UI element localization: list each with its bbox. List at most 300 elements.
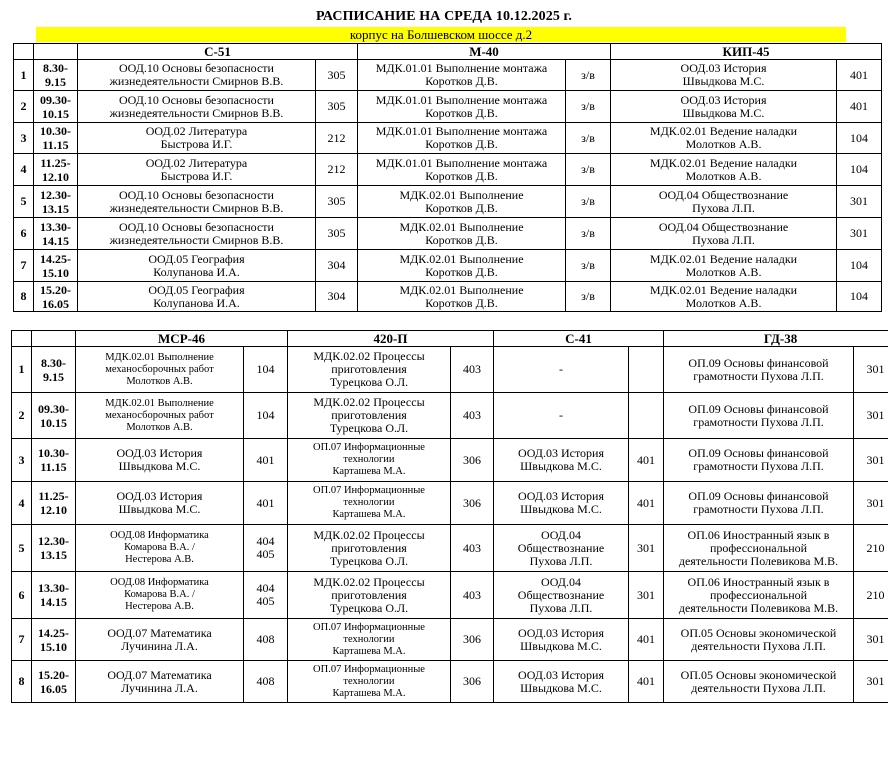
room-cell [566,154,611,186]
subject-text: МДК.02.01 Выполнение механосборочных работ Молотков А.В. [105,397,214,433]
lesson-time-text: 8.30- 9.15 [41,355,66,384]
lesson-time [34,186,78,218]
lesson-number: 6 [12,572,32,619]
room-cell [629,347,664,393]
subject-cell [358,154,566,186]
lesson-time [34,282,78,312]
subject-cell [611,282,837,312]
room-text: 210 [866,540,885,555]
room-cell [629,439,664,482]
room-cell [451,439,494,482]
room-text: 401 [637,452,656,467]
lesson-time [32,525,76,572]
lesson-row [12,482,888,525]
room-text: 301 [637,540,656,555]
subject-cell [611,123,837,154]
room-text: 301 [866,674,885,688]
subject-cell [611,60,837,91]
room-cell [566,250,611,282]
room-cell [451,393,494,439]
room-text: 306 [463,674,481,688]
lesson-number: 5 [14,186,34,218]
subject-text: ОП.07 Информационные технологии Карташева М.А. [313,485,425,520]
group-header: С-51 [78,44,358,60]
room-text: 408 [256,674,275,688]
room-text: 408 [256,632,275,646]
subject-text: ООД.10 Основы безопасности жизнедеятельности Смирнов В.В. [109,187,284,215]
subject-text: МДК.02.01 Выполнение Коротков Д.В. [399,282,524,310]
room-cell [566,282,611,312]
subject-text: ООД.03 История Швыдкова М.С. [680,61,767,88]
subject-text: МДК.02.01 Ведение наладки Молотков А.В. [649,282,798,310]
room-text: 306 [463,452,481,467]
room-text: з/в [581,99,595,113]
lesson-time-text: 12.30- 13.15 [40,187,71,216]
room-cell [629,572,664,619]
subject-text: МДК.02.01 Выполнение механосборочных работ Молотков А.В. [105,351,214,387]
room-text: 210 [866,587,885,602]
subject-text: МДК.02.02 Процессы приготовления Турецкова О.Л. [313,527,425,568]
subject-text: ООД.02 Литература Быстрова И.Г. [145,155,248,183]
room-text: з/в [581,67,595,82]
subject-cell [78,123,316,154]
subject-text: МДК.02.01 Выполнение Коротков Д.В. [399,219,524,247]
subject-text: МДК.01.01 Выполнение монтажа Коротков Д.В. [375,61,548,88]
room-cell [244,661,288,703]
subject-cell [78,186,316,218]
subject-cell [664,347,854,393]
lesson-row [12,619,888,661]
lesson-number: 7 [12,619,32,661]
room-text: 301 [850,226,869,240]
subject-cell [611,186,837,218]
lesson-time-text: 15.20- 16.05 [40,282,71,311]
subject-text: ООД.03 История Швыдкова М.С. [116,446,203,473]
lesson-row [12,572,888,619]
subject-text: ОП.09 Основы финансовой грамотности Пухова Л.П. [688,401,829,429]
subject-text: ОП.05 Основы экономической деятельности Пухова Л.П. [680,667,837,695]
room-cell [837,60,882,91]
lesson-time [34,60,78,91]
lesson-time-text: 13.30- 14.15 [38,581,69,609]
schedule-table-bottom [11,330,888,703]
room-cell [854,525,888,572]
room-text: 301 [850,194,869,208]
subject-cell [288,393,451,439]
room-cell [837,218,882,250]
subject-cell [78,154,316,186]
lesson-row [12,393,888,439]
subject-text: ОП.07 Информационные технологии Карташева М.А. [313,621,425,657]
room-text: 301 [637,587,656,602]
room-text: 304 [327,258,346,272]
room-text: 104 [850,162,869,176]
room-cell [244,482,288,525]
subject-text: ООД.07 Математика Лучинина Л.А. [107,667,212,695]
subject-text: МДК.02.01 Ведение наладки Молотков А.В. [649,124,798,151]
subject-cell [664,393,854,439]
lesson-time [34,123,78,154]
subject-text: МДК.02.01 Выполнение Коротков Д.В. [399,251,524,279]
lesson-time [32,439,76,482]
room-text: 212 [327,130,346,145]
page-title: РАСПИСАНИЕ НА СРЕДА 10.12.2025 г. [315,9,573,24]
lesson-number: 2 [12,393,32,439]
room-cell [837,186,882,218]
num-header [12,331,32,347]
room-cell [854,393,888,439]
room-cell [451,482,494,525]
subject-cell [288,619,451,661]
lesson-time-text: 12.30- 13.15 [38,534,69,562]
room-cell [837,250,882,282]
group-header: 420-П [288,331,494,347]
lesson-time-text: 8.30- 9.15 [43,61,68,89]
room-text: 301 [866,362,885,376]
lesson-time-text: 10.30- 11.15 [38,446,69,474]
subject-text: ОП.09 Основы финансовой грамотности Пухова Л.П. [688,355,829,383]
subject-cell [288,347,451,393]
lesson-time [34,218,78,250]
subject-text: - [559,362,564,376]
room-cell [566,91,611,123]
subject-text: ООД.08 Информатика Комарова В.А. / Нестерова А.В. [110,530,209,565]
room-text: 305 [327,99,346,113]
subject-cell [76,482,244,525]
lesson-time-text: 11.25- 12.10 [38,489,69,517]
subject-text: ОП.09 Основы финансовой грамотности Пухова Л.П. [688,489,829,516]
room-cell [854,661,888,703]
lesson-number: 2 [14,91,34,123]
subject-cell [76,661,244,703]
subject-text: ООД.07 Математика Лучинина Л.А. [107,625,212,653]
room-cell [451,525,494,572]
lesson-row [14,91,882,123]
subject-cell [611,218,837,250]
subject-text: ООД.03 История Швыдкова М.С. [518,625,604,653]
room-text: 301 [866,408,885,422]
lesson-time [34,154,78,186]
room-text: з/в [581,226,595,240]
subject-cell [494,619,629,661]
room-cell [316,91,358,123]
room-text: 301 [866,495,885,510]
lesson-number: 4 [12,482,32,525]
subject-text: ООД.04 Обществознание Пухова Л.П. [517,527,605,568]
room-cell [837,123,882,154]
schedule-table-top [13,43,882,312]
subject-cell [76,619,244,661]
lesson-time [32,619,76,661]
lesson-row [12,347,888,393]
subject-cell [358,186,566,218]
subject-text: МДК.02.01 Ведение наладки Молотков А.В. [649,251,798,279]
subject-cell [494,572,629,619]
subject-cell [611,154,837,186]
room-cell [244,619,288,661]
lesson-row [14,186,882,218]
subject-text: ООД.10 Основы безопасности жизнедеятельности Смирнов В.В. [109,92,284,120]
room-text: 401 [637,674,656,688]
subject-cell [358,250,566,282]
room-cell [837,91,882,123]
room-cell [629,525,664,572]
subject-cell [76,525,244,572]
lesson-time-text: 13.30- 14.15 [40,219,71,248]
subject-text: МДК.01.01 Выполнение монтажа Коротков Д.В. [375,155,548,183]
room-text: 401 [850,99,869,113]
room-text: 403 [463,540,481,555]
lesson-time-text: 14.25- 15.10 [38,625,69,654]
subject-cell [494,661,629,703]
lesson-number: 3 [12,439,32,482]
room-cell [316,154,358,186]
subject-cell [78,91,316,123]
room-text: 404 405 [256,534,275,561]
room-cell [629,619,664,661]
lesson-time [34,91,78,123]
group-header: М-40 [358,44,611,60]
room-text: з/в [581,194,595,208]
room-cell [316,60,358,91]
room-cell [837,154,882,186]
subject-cell [664,572,854,619]
subject-text: ООД.03 История Швыдкова М.С. [518,489,604,516]
room-cell [854,482,888,525]
subject-cell [494,439,629,482]
subject-cell [358,91,566,123]
room-cell [854,572,888,619]
group-header: МСР-46 [76,331,288,347]
room-text: 305 [327,67,346,82]
room-cell [451,661,494,703]
subject-text: ООД.08 Информатика Комарова В.А. / Нестерова А.В. [110,577,209,612]
subject-cell [288,525,451,572]
room-text: з/в [581,289,595,303]
subject-text: ООД.10 Основы безопасности жизнедеятельности Смирнов В.В. [109,61,284,88]
lesson-row [14,123,882,154]
lesson-row [12,525,888,572]
lesson-time [32,482,76,525]
room-text: 104 [850,130,869,145]
subject-text: ОП.07 Информационные технологии Карташева М.А. [313,442,425,477]
room-cell [244,525,288,572]
subject-text: МДК.02.02 Процессы приготовления Турецкова О.Л. [313,574,425,615]
subject-text: ООД.05 География Колупанова И.А. [148,251,245,279]
room-cell [566,123,611,154]
room-text: з/в [581,162,595,176]
room-text: 104 [256,362,275,376]
subject-cell [494,482,629,525]
subject-text: ОП.07 Информационные технологии Карташева М.А. [313,663,425,699]
room-cell [244,393,288,439]
room-text: 212 [327,162,346,176]
lesson-time-text: 14.25- 15.10 [40,251,71,280]
lesson-time-text: 09.30- 10.15 [40,92,71,121]
location-banner: корпус на Болшевском шоссе д.2 [36,27,846,42]
room-text: 401 [256,452,275,467]
subject-cell [664,525,854,572]
lesson-time [34,250,78,282]
room-cell [244,572,288,619]
lesson-number: 4 [14,154,34,186]
subject-text: МДК.02.02 Процессы приготовления Турецкова О.Л. [313,395,425,435]
room-text: 403 [463,408,481,422]
subject-cell [494,347,629,393]
subject-text: ООД.03 История Швыдкова М.С. [518,667,604,695]
subject-text: МДК.02.01 Ведение наладки Молотков А.В. [649,155,798,183]
room-text: 401 [256,495,275,510]
subject-cell [664,482,854,525]
room-text: 304 [327,289,346,303]
lesson-time-text: 15.20- 16.05 [38,667,69,696]
subject-cell [76,572,244,619]
group-header-row [14,44,882,60]
subject-cell [611,91,837,123]
subject-text: ООД.03 История Швыдкова М.С. [518,446,604,473]
subject-cell [664,439,854,482]
room-cell [854,439,888,482]
room-text: 403 [463,362,481,376]
room-cell [566,186,611,218]
subject-text: ООД.05 География Колупанова И.А. [148,282,245,310]
room-cell [629,482,664,525]
subject-text: ООД.03 История Швыдкова М.С. [116,489,203,516]
room-text: 401 [637,632,656,646]
room-cell [854,347,888,393]
lesson-time [32,347,76,393]
lesson-row [14,282,882,312]
subject-cell [664,661,854,703]
lesson-time-text: 10.30- 11.15 [40,124,71,152]
room-cell [244,347,288,393]
lesson-row [14,60,882,91]
room-cell [316,250,358,282]
subject-cell [78,218,316,250]
subject-cell [611,250,837,282]
lesson-number: 5 [12,525,32,572]
room-text: з/в [581,258,595,272]
subject-cell [494,393,629,439]
room-cell [629,661,664,703]
subject-cell [358,282,566,312]
lesson-row [14,250,882,282]
room-text: 403 [463,587,481,602]
subject-cell [78,60,316,91]
room-text: 401 [850,67,869,82]
subject-text: ООД.10 Основы безопасности жизнедеятельности Смирнов В.В. [109,219,284,247]
lesson-number: 1 [12,347,32,393]
subject-text: ООД.03 История Швыдкова М.С. [680,92,767,120]
subject-cell [78,282,316,312]
lesson-time-text: 09.30- 10.15 [38,401,69,430]
room-text: 306 [463,632,481,646]
subject-cell [288,661,451,703]
room-text: 305 [327,226,346,240]
room-cell [451,619,494,661]
subject-text: ОП.06 Иностранный язык в профессиональной деятельности Полевикова М.В. [678,527,839,568]
room-cell [244,439,288,482]
lesson-number: 8 [12,661,32,703]
room-cell [629,393,664,439]
subject-text: ОП.06 Иностранный язык в профессиональной деятельности Полевикова М.В. [678,574,839,615]
subject-cell [76,393,244,439]
room-text: 301 [866,452,885,467]
subject-text: МДК.02.01 Выполнение Коротков Д.В. [399,187,524,215]
subject-text: ООД.04 Обществознание Пухова Л.П. [658,187,789,215]
lesson-row [14,154,882,186]
room-text: з/в [581,130,595,145]
subject-cell [358,123,566,154]
room-text: 401 [637,495,656,510]
room-cell [451,572,494,619]
room-text: 104 [850,289,869,303]
lesson-number: 3 [14,123,34,154]
room-cell [837,282,882,312]
lesson-time-text: 11.25- 12.10 [40,155,71,184]
subject-text: - [559,408,564,422]
room-cell [316,282,358,312]
room-cell [316,123,358,154]
lesson-time [32,393,76,439]
group-header: КИП-45 [611,44,882,60]
lesson-number: 1 [14,60,34,91]
room-cell [451,347,494,393]
subject-cell [76,439,244,482]
time-header [32,331,76,347]
lesson-number: 7 [14,250,34,282]
subject-text: МДК.01.01 Выполнение монтажа Коротков Д.В. [375,92,548,120]
lesson-number: 8 [14,282,34,312]
subject-text: ООД.02 Литература Быстрова И.Г. [145,124,248,151]
subject-text: ООД.04 Обществознание Пухова Л.П. [517,574,605,615]
subject-cell [76,347,244,393]
room-cell [566,60,611,91]
room-text: 306 [463,495,481,510]
subject-text: ОП.05 Основы экономической деятельности Пухова Л.П. [680,625,837,653]
room-text: 104 [256,408,275,422]
lesson-number: 6 [14,218,34,250]
subject-cell [288,572,451,619]
lesson-row [12,439,888,482]
lesson-row [12,661,888,703]
room-text: 305 [327,194,346,208]
time-header [34,44,78,60]
room-cell [316,218,358,250]
num-header [14,44,34,60]
group-header: ГД-38 [664,331,888,347]
subject-text: МДК.02.02 Процессы приготовления Турецкова О.Л. [313,349,425,389]
room-cell [316,186,358,218]
room-text: 404 405 [256,581,275,608]
lesson-row [14,218,882,250]
subject-cell [494,525,629,572]
subject-cell [358,60,566,91]
lesson-time [32,572,76,619]
room-text: 301 [866,632,885,646]
subject-text: МДК.01.01 Выполнение монтажа Коротков Д.В. [375,124,548,151]
subject-cell [664,619,854,661]
subject-text: ОП.09 Основы финансовой грамотности Пухова Л.П. [688,446,829,473]
room-cell [854,619,888,661]
subject-cell [358,218,566,250]
room-text: 104 [850,258,869,272]
subject-cell [288,439,451,482]
group-header: С-41 [494,331,664,347]
subject-cell [78,250,316,282]
lesson-time [32,661,76,703]
subject-text: ООД.04 Обществознание Пухова Л.П. [658,219,789,247]
